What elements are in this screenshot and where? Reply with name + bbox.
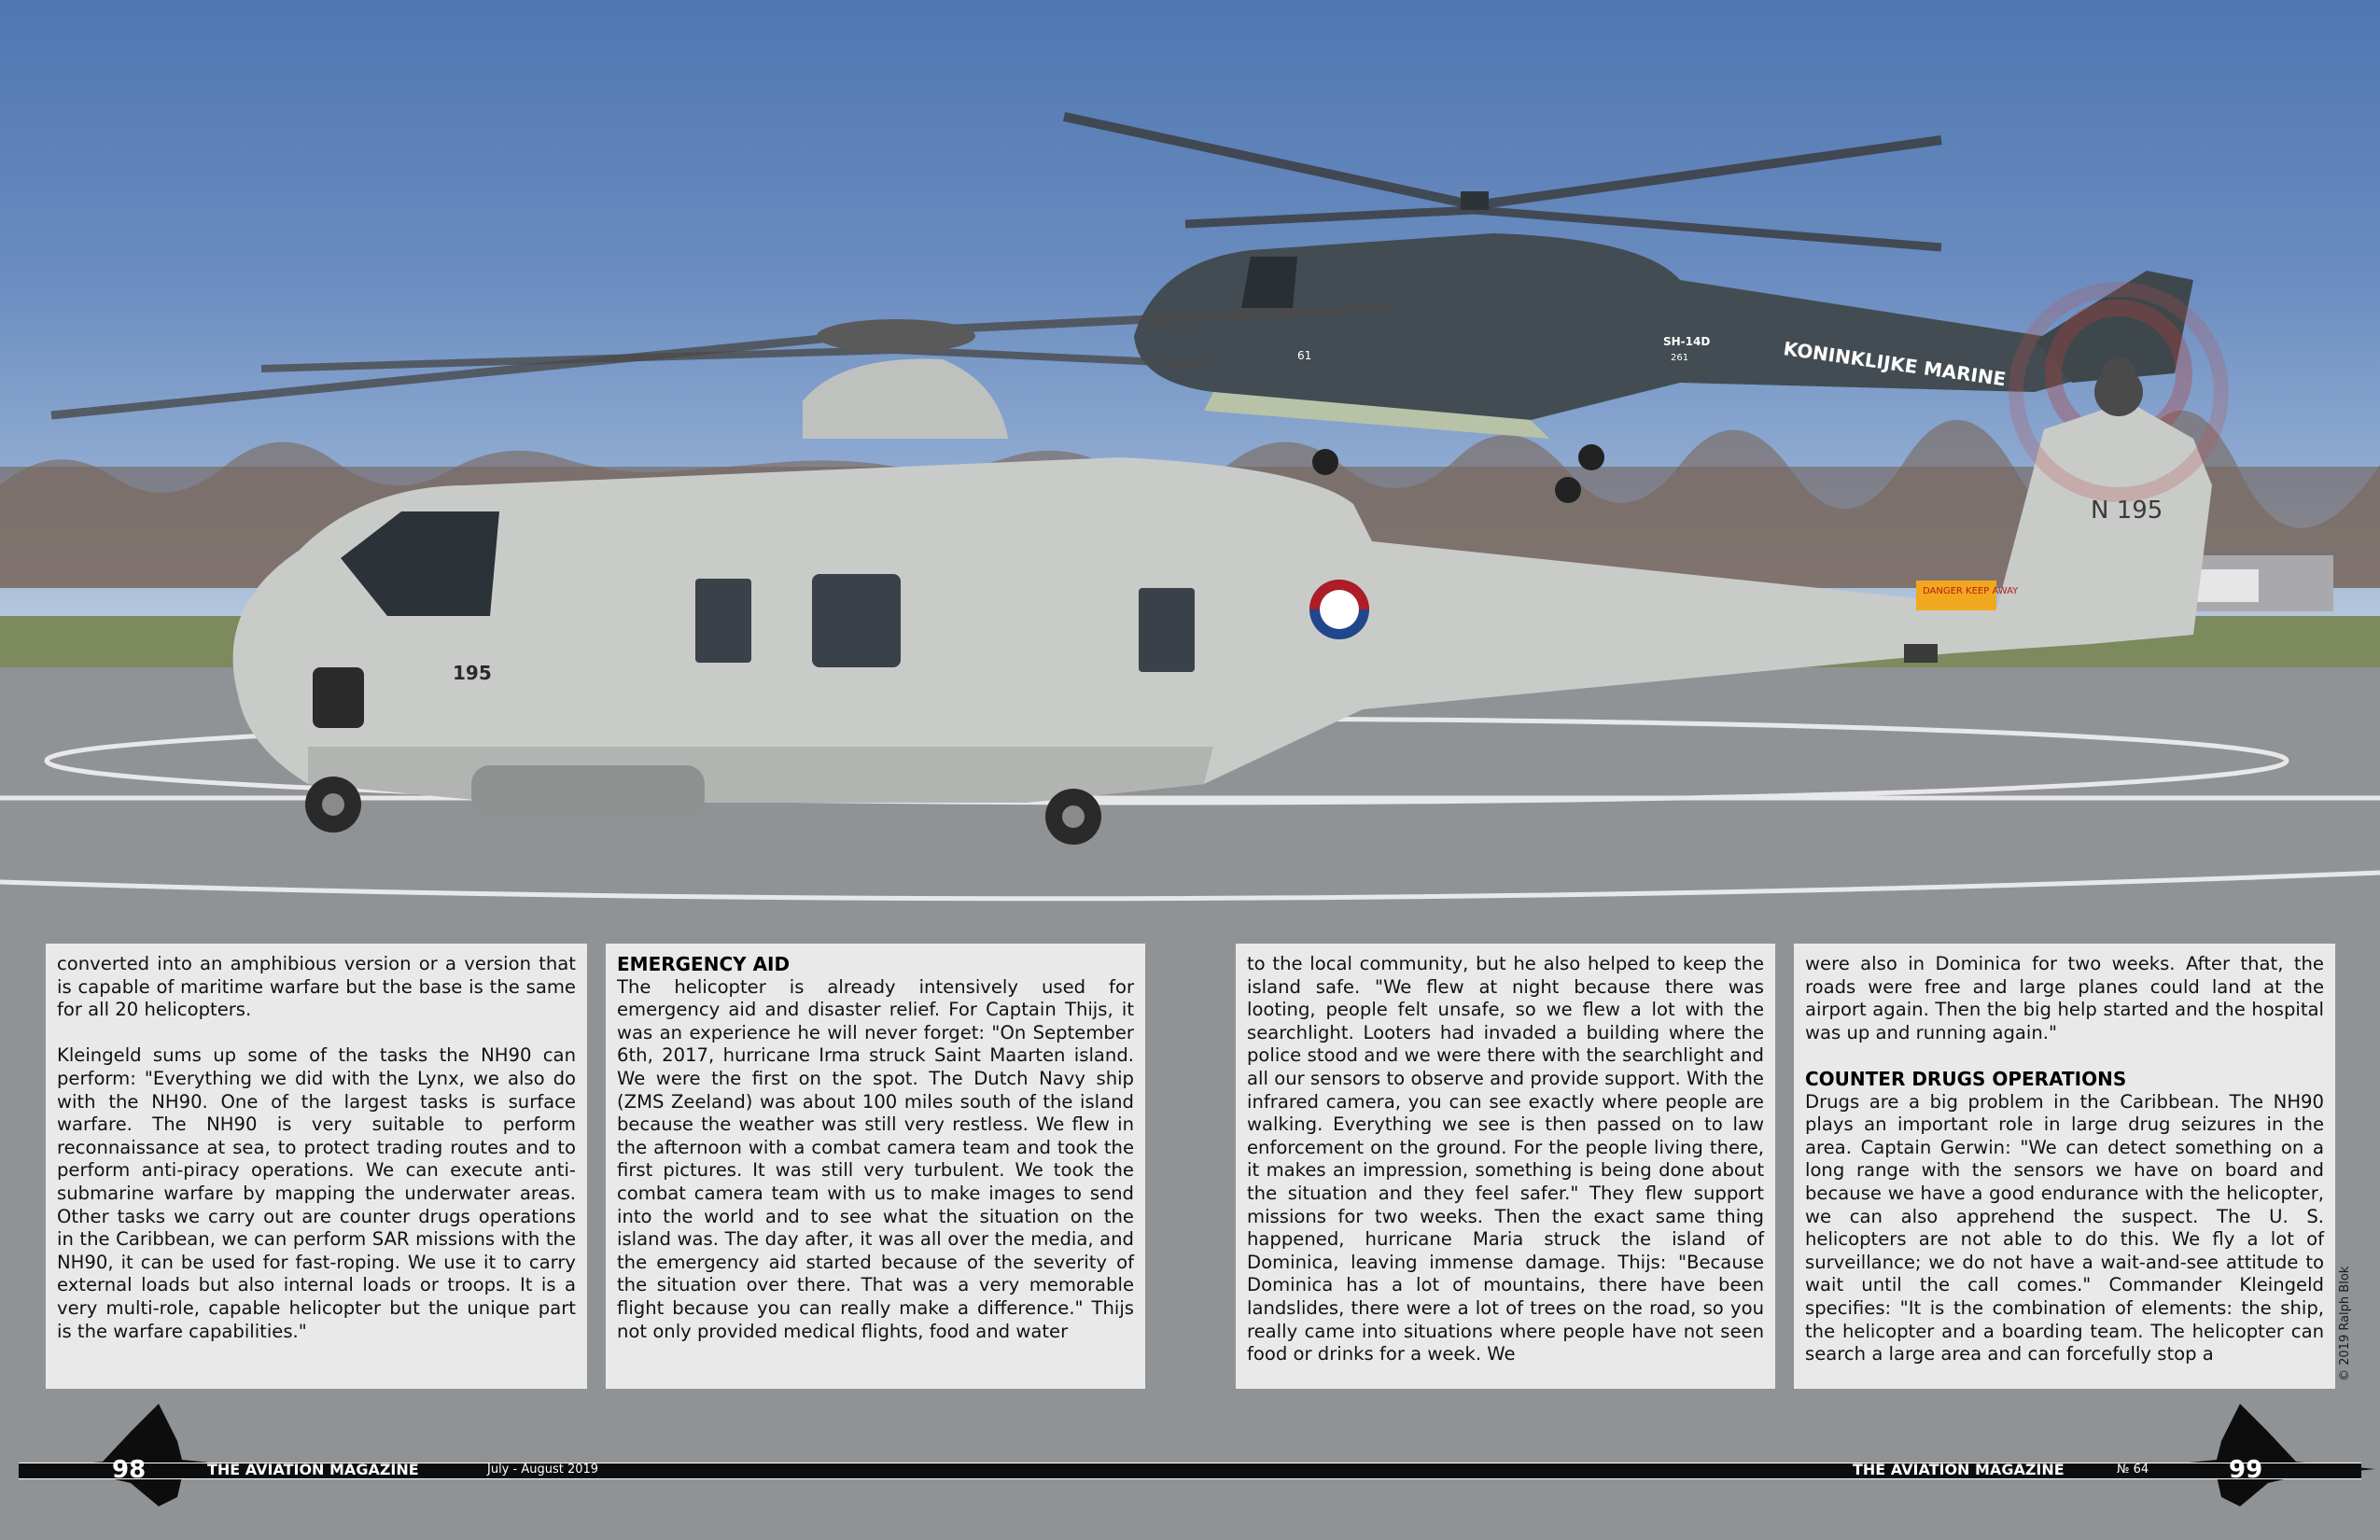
article-paragraph: converted into an amphibious version or a version that is capable of maritime warfare but the base is the same for all 20 helicopters. xyxy=(57,953,576,1021)
article-column-3 xyxy=(1236,944,1775,1389)
lynx-fuselage-text: KONINKLIJKE MARINE xyxy=(1782,337,2008,391)
photo-credit: © 2019 Ralph Blok xyxy=(2338,1266,2352,1381)
article-column-4 xyxy=(1794,944,2335,1389)
page-number-right: 99 xyxy=(2229,1456,2263,1484)
magazine-title-left: THE AVIATION MAGAZINE xyxy=(207,1461,419,1478)
issue-date: July - August 2019 xyxy=(487,1463,599,1477)
article-paragraph: Drugs are a big problem in the Caribbean. The NH90 plays an important role in large drug seizures in the area. Captain Gerwin: "We can detect something on a long range with the sensors we have on board and because we have a good endurance with the helicopter, we can also apprehend the suspect. The U. S. helicopters are not able to do this. We fly a lot of surveillance; we do not have a wait-and-see attitude to wait until the call comes." Commander Kleingeld specifies: "It is the combination of elements: the ship, the helicopter and a boarding team. The helicopter can search a large area and can forcefully stop a xyxy=(1805,1090,2324,1365)
section-heading-counter-drugs: COUNTER DRUGS OPERATIONS xyxy=(1805,1067,2127,1090)
article-paragraph: were also in Dominica for two weeks. After that, the roads were free and large planes could land at the airport again. Then the big help started and the hospital was up and running again." xyxy=(1805,953,2324,1043)
lynx-nose-number: 61 xyxy=(1297,349,1312,362)
magazine-title-right: THE AVIATION MAGAZINE xyxy=(1853,1461,2065,1478)
article-paragraph: The helicopter is already intensively used for emergency aid and disaster relief. For Captain Thijs, it was an experience he will never forget: "On September 6th, 2017, hurricane Irma struck Saint Maarten island. We were the first on the spot. The Dutch Navy ship (ZMS Zeeland) was about 100 miles south of the island because the weather was still very restless. We flew in the afternoon with a combat camera team and took the first pictures. It was still very turbulent. We took the combat camera team with us to make images to send into the world and to see what the situation on the island was. The day after, it was all over the media, and the emergency aid started because of the severity of the situation over there. That was a very memorable flight because you can really make a difference." Thijs not only provided medical flights, food and water xyxy=(617,975,1134,1342)
lynx-tail-code: SH-14D xyxy=(1663,335,1711,348)
nh90-tail-code: N 195 xyxy=(2091,497,2163,525)
article-paragraph: Kleingeld sums up some of the tasks the NH90 can perform: "Everything we did with the Lynx, we also do with the NH90. One of the largest tasks is surface warfare. The NH90 is very suitable to perform reconnaissance at sea, to protect trading routes and to perform anti-piracy operations. We can execute anti-submarine warfare by mapping the underwater areas. Other tasks we carry out are counter drugs operations in the Caribbean, we can perform SAR missions with the NH90, it can be used for fast-roping. We use it to carry external loads but also internal loads or troops. It is a very multi-role, capable helicopter but the unique part is the warfare capabilities." xyxy=(57,1044,576,1342)
lynx-number: 261 xyxy=(1671,353,1689,363)
article-column-1 xyxy=(46,944,587,1389)
page-number-left: 98 xyxy=(112,1456,147,1484)
article-paragraph: to the local community, but he also helped to keep the island safe. "We flew at night because there was looting, people felt unsafe, so we flew a lot with the searchlight. Looters had invaded a building where the police stood and we were there with the searchlight and all our sensors to observe and provide support. With the infrared camera, you can see exactly where people are walking. Everything we see is then passed on to law enforcement on the ground. For the people living there, it makes an impression, something is being done about the situation and they feel safer." They flew support missions for two weeks. Then the exact same thing happened, hurricane Maria struck the island of Dominica, leaving immense damage. Thijs: "Because Dominica has a lot of mountains, there have been landslides, there were a lot of trees on the road, so you really came into situations where people have not seen food or drinks for a week. We xyxy=(1247,953,1764,1365)
dutch-roundel xyxy=(1309,580,1369,639)
svg-text:DANGER KEEP AWAY: DANGER KEEP AWAY xyxy=(1923,586,2019,596)
nh90-nose-number: 195 xyxy=(453,662,492,684)
article-column-2 xyxy=(606,944,1145,1389)
section-heading-emergency-aid: EMERGENCY AID xyxy=(617,953,791,975)
issue-number: № 64 xyxy=(2117,1463,2149,1477)
